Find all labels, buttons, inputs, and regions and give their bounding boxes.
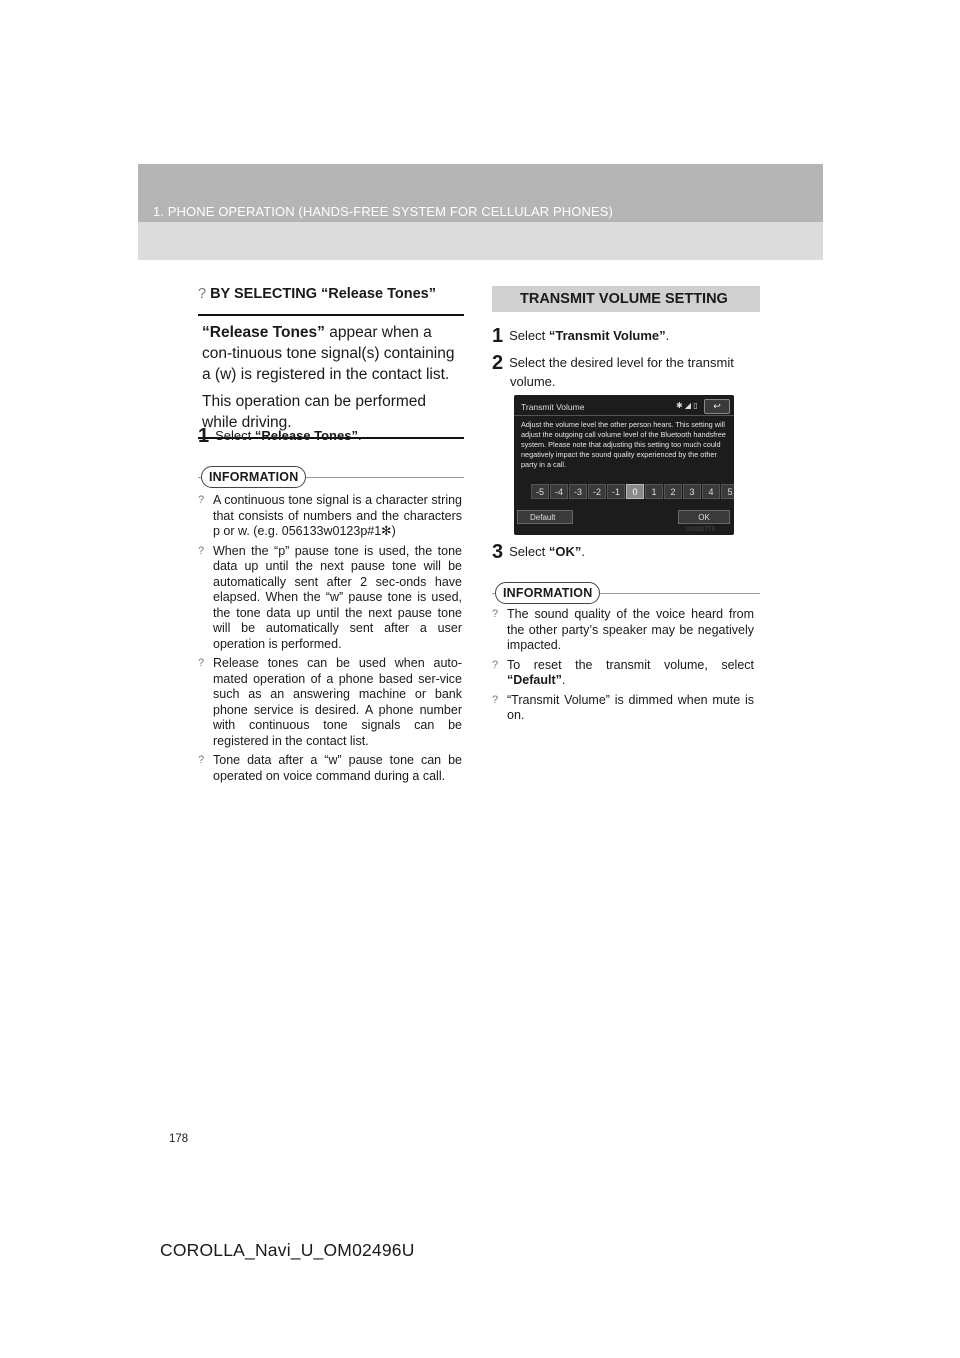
list-item: ? Release tones can be used when auto-mated operation of a phone based ser-vice such as an answering machine or bank phone service is desired. A phone number with continuous tone signals can be registered in the contact list. bbox=[198, 656, 462, 748]
volume-level-button[interactable]: -2 bbox=[588, 484, 606, 499]
summary-text-2: This operation can be performed while driving. bbox=[202, 393, 427, 431]
back-icon[interactable]: ↩ bbox=[704, 399, 730, 414]
volume-level-selector bbox=[531, 484, 734, 499]
volume-level-button[interactable]: -4 bbox=[550, 484, 568, 499]
header-subband bbox=[138, 222, 823, 260]
volume-level-button[interactable]: 4 bbox=[702, 484, 720, 499]
transmit-volume-screen bbox=[514, 395, 734, 535]
volume-level-button[interactable]: 1 bbox=[645, 484, 663, 499]
step-release-tones: 1 Select “Release Tones”. bbox=[198, 425, 362, 447]
list-item: ? Tone data after a “w” pause tone can be operated on voice command during a call. bbox=[198, 753, 462, 783]
info-list-release-tones bbox=[198, 493, 462, 788]
list-item: ? To reset the transmit volume, select “Default”. bbox=[492, 657, 754, 687]
list-item: ? A continuous tone signal is a character string that consists of numbers and the characters p or w. (e.g. 056133w0123p#1✻) bbox=[198, 493, 462, 538]
list-item: ? The sound quality of the voice heard from the other party’s speaker may be negatively impacted. bbox=[492, 607, 754, 652]
volume-level-button[interactable]: 5 bbox=[721, 484, 734, 499]
list-item: ? “Transmit Volume” is dimmed when mute is on. bbox=[492, 692, 754, 722]
screen-description: Adjust the volume level the other person hears. This setting will adjust the outgoing call volume level of the Bluetooth handsfree system. Please note that adjusting this setting too much could negatively impact the sound quality experienced by the other party in a call. bbox=[521, 420, 726, 469]
screen-title: Transmit Volume bbox=[521, 402, 585, 412]
volume-level-button[interactable]: 2 bbox=[664, 484, 682, 499]
volume-level-button[interactable]: 3 bbox=[683, 484, 701, 499]
volume-level-button[interactable]: -1 bbox=[607, 484, 625, 499]
step-transmit-volume-1: 1 Select “Transmit Volume”. bbox=[492, 325, 670, 347]
status-icons: ✱ ◢ ▯ bbox=[676, 401, 698, 410]
summary-box bbox=[198, 314, 464, 439]
volume-level-button[interactable]: -3 bbox=[569, 484, 587, 499]
ok-button[interactable]: OK bbox=[678, 510, 730, 524]
bullet-marker: ? bbox=[198, 286, 207, 302]
page-number: 178 bbox=[169, 1133, 189, 1145]
info-list-transmit-volume bbox=[492, 607, 754, 728]
volume-level-button[interactable]: -5 bbox=[531, 484, 549, 499]
info-label: INFORMATION bbox=[495, 582, 600, 604]
section-heading-release-tones: ? BY SELECTING “Release Tones” bbox=[198, 286, 436, 302]
info-label: INFORMATION bbox=[201, 466, 306, 488]
summary-text-1: “Release Tones” appear when a con-tinuous tone signal(s) containing a (w) is registered in the contact list. bbox=[202, 324, 455, 383]
document-code: COROLLA_Navi_U_OM02496U bbox=[160, 1240, 415, 1260]
chapter-title: 1. PHONE OPERATION (HANDS-FREE SYSTEM FOR CELLULAR PHONES) bbox=[153, 204, 613, 219]
step-transmit-volume-2-cont: volume. bbox=[510, 374, 556, 389]
screen-divider bbox=[514, 415, 734, 416]
list-item: ? When the “p” pause tone is used, the tone data up until the next pause tone will be automatically sent after 2 sec-onds have elapsed. When the “w” pause tone is used, the tone data up until the next pause tone will be automatically sent after a user operation is performed. bbox=[198, 543, 462, 651]
step-transmit-volume-3: 3 Select “OK”. bbox=[492, 541, 585, 563]
image-code: US0027TS bbox=[686, 527, 716, 533]
section-title-transmit-volume: TRANSMIT VOLUME SETTING bbox=[492, 286, 760, 312]
volume-level-button[interactable]: 0 bbox=[626, 484, 644, 499]
default-button[interactable]: Default bbox=[517, 510, 573, 524]
step-transmit-volume-2: 2 Select the desired level for the transmit bbox=[492, 352, 734, 374]
